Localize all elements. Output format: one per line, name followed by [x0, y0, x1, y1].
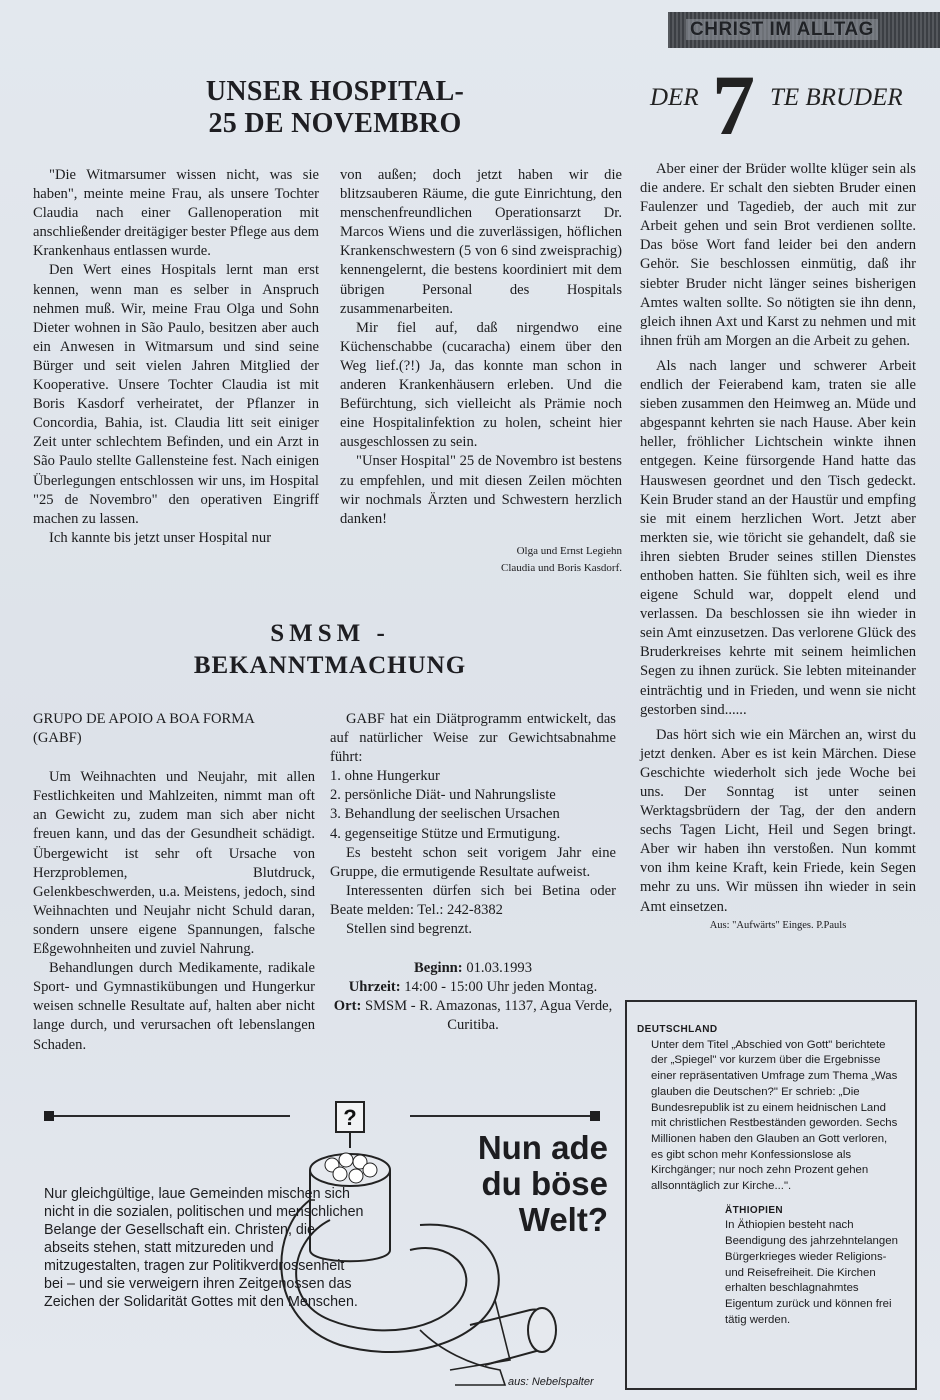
section-tag [668, 12, 940, 48]
signature-line2: Claudia und Boris Kasdorf. [501, 561, 622, 574]
section-tag-label: CHRIST IM ALLTAG [686, 19, 878, 40]
smsm-col1-para: Um Weihnachten und Neujahr, mit allen Festlichkeiten und Mahlzeiten, nimmt man oft an Gewicht zu, zudem man sich aber nicht freuen kann, und das der Gesundheit schädigt. Übergewicht ist sehr oft Ursache von Herzproblemen, Blutdruck, Gelenkbeschwerden, u.a. Meistens, jedoch, sind Weihnachten und Neujahr nicht Schuld daran, sondern unsere eigene Spannungen, falsche Eßgewohnheiten und zuviel Nahrung. [33, 769, 315, 958]
hospital-col2-para: "Unser Hospital" 25 de Novembro ist bestens zu empfehlen, und mit diesen Zeilen möchten wir nochmals Ärzten und Schwestern herzlich danken! [340, 453, 622, 527]
bruder-title [640, 57, 930, 158]
gabf-heading-line2: (GABF) [33, 730, 82, 747]
bruder-title-seven: 7 [712, 57, 755, 153]
gabf-heading-line1: GRUPO DE APOIO A BOA FORMA [33, 711, 255, 727]
divider-left [44, 1115, 290, 1117]
headline-line1: Nun ade [477, 1129, 608, 1166]
bruder-source: Aus: "Aufwärts" Einges. P.Pauls [709, 919, 847, 931]
bruder-column [640, 160, 916, 934]
kicker-aethiopien: ÄTHIOPIEN [725, 1204, 784, 1216]
smsm-column-2 [330, 710, 616, 1036]
beginn-value: 01.03.1993 [466, 960, 532, 977]
signature-line1: Olga und Ernst Legiehn [516, 544, 622, 557]
diet-list-item: 3. Behandlung der seelischen Ursachen [330, 806, 560, 823]
bruder-para: Aber einer der Brüder wollte klüger sein als die andere. Er schalt den siebten Bruder einen Faulenzer und Tagedieb, der auch mit zur Arbeit gehen und sein Brot verdienen sollte. Das böse Wort fand leider bei den andern Gehör. Sie beschlossen einmütig, daß ihr siebter Bruder nicht länger seines bisherigen Amtes walten sollte. So nötigten sie ihn denn, gleich ihnen Axt und Karst zu nehmen und mit ihnen früh am Morgen an die Arbeit zu gehen. [640, 161, 916, 349]
hospital-title [150, 76, 520, 140]
smsm-intro: GABF hat ein Diätprogramm entwickelt, das auf natürlicher Weise zur Gewichtsabnahme führt: [330, 711, 616, 766]
smsm-schedule [330, 959, 616, 1035]
hospital-column-2 [340, 166, 622, 577]
smsm-title-line1: SMSM - [270, 620, 390, 647]
hospital-column-1 [33, 166, 319, 548]
smsm-col2-para: Interessenten dürfen sich bei Betina oder Beate melden: Tel.: 242-8382 [330, 882, 616, 918]
ort-label: Ort: [333, 998, 362, 1015]
cartoon-headline [430, 1130, 608, 1238]
hospital-title-line1: UNSER HOSPITAL- [205, 76, 465, 107]
bruder-para: Das hört sich wie ein Märchen an, wirst du jetzt denken. Aber es ist kein Märchen. Diese Geschichte wiederholt sich jede Woche bei uns. Der Sonntag ist unter seinen Werktagsbrüdern der Tag, der den andern sechs Tagen Licht, Heil und Segen bringt. Aber wir haben ihn verstoßen. Nun kommt von ihm keine Kraft, kein Friede, kein Segen mehr zu uns. Wir müssen ihn wieder in sein Amt einsetzen. [640, 726, 916, 915]
schedule-beginn [330, 959, 616, 978]
hospital-signature [340, 543, 622, 577]
aethiopien-text: In Äthiopien besteht nach Beendigung des jahrzehntelangen Bürgerkrieges wieder Religions- und Reisefreiheit. Die Kirchen erhalten beschlagnahmtes Eigentum zurück und können frei tätig werden. [725, 1219, 898, 1326]
smsm-column-1 [33, 710, 315, 1055]
smsm-title [180, 618, 480, 682]
headline-line2: du böse [481, 1165, 608, 1202]
kicker-deutschland: DEUTSCHLAND [637, 1024, 718, 1035]
gabf-heading [33, 710, 315, 748]
beginn-label: Beginn: [414, 960, 463, 977]
cartoon-credit: aus: Nebelspalter [508, 1376, 594, 1388]
deutschland-text: Unter dem Titel „Abschied von Gott" berichtete der „Spiegel" vor kurzem über die Ergebnisse einer repräsentativen Umfrage zum Thema „Was glauben die Deutschen?" Er schrieb: „Die Bundesrepublik ist zu einem heidnischen Land mit christlichen Restbeständen geworden. Sechs Millionen haben den Glauben an Gott verloren, es gibt schon mehr Konfessionslose als Kirchgänger; nur noch zehn Prozent gehen allsonntäglich zur Kirche...". [651, 1038, 898, 1193]
diet-list-item: 1. ohne Hungerkur [330, 768, 440, 785]
smsm-col1-para: Behandlungen durch Medikamente, radikale Sport- und Gymnastikübungen und Hungerkur weisen schnelle Resultate auf, halten aber nicht lange durch, und verursachen oft lebenslangen Schaden. [33, 960, 315, 1053]
hospital-col2-para: Mir fiel auf, daß nirgendwo eine Küchenschabbe (cucaracha) einem über den Weg lief.(?!) Ja, das konnte man schon in anderen Krankenhäusern erleben. Und die Befürchtung, sich vielleicht als Prämie noch eine Hospitalinfektion zu holen, scheint hier ausgeschlossen zu sein. [340, 319, 622, 451]
headline-line3: Welt? [518, 1201, 608, 1238]
bruder-title-der: DER [650, 84, 699, 111]
diet-list [330, 767, 616, 843]
hospital-col1-para: Den Wert eines Hospitals lernt man erst kennen, wenn man es selber in Anspruch nehmen muß. Wir, meine Frau Olga und Sohn Dieter wohnen in São Paulo, besitzen aber auch ein Anwesen in Witmarsum und sind seine Bürger und seit vielen Jahren Mitglied der Kooperative. Unsere Tochter Claudia ist mit Boris Kasdorf verheiratet, der Pflanzer in Concordia, Bahia, ist. Claudia litt seit einiger Zeit unter schlechtem Befinden, und ein Arzt in São Paulo stellte Gallensteine fest. Nach einigen Überlegungen entschlossen wir uns, im Hospital "25 de Novembro" den operativen Eingriff machen zu lassen. [33, 262, 319, 527]
diet-list-item: 2. persönliche Diät- und Nahrungsliste [330, 787, 556, 804]
smsm-title-line2: BEKANNTMACHUNG [193, 652, 467, 679]
schedule-ort [330, 997, 616, 1035]
news-box-content [637, 1022, 899, 1328]
hospital-col2-para: von außen; doch jetzt haben wir die blitzsauberen Räume, die gute Einrichtung, den menschenfreundlichen Operationsarzt Dr. Marcos Wiens und die zuverlässigen, höflichen Krankenschwestern (5 von 6 sind zweisprachig) kennengelernt, die bestens koordiniert mit dem übrigen Personal des Hospitals zusammenarbeiten. [340, 167, 622, 317]
smsm-col2-para: Es besteht schon seit vorigem Jahr eine Gruppe, die ermutigende Resultate aufweist. [330, 844, 616, 880]
uhrzeit-value: 14:00 - 15:00 Uhr jeden Montag. [404, 979, 598, 996]
question-sign: ? [343, 1105, 357, 1130]
news-box [625, 1000, 917, 1390]
smsm-col2-para: Stellen sind begrenzt. [346, 921, 473, 938]
hospital-col1-para: "Die Witmarsumer wissen nicht, was sie haben", meinte meine Frau, als unsere Tochter Claudia nach einer Gallenoperation mit anschließender dreitägiger bester Pflege aus dem Krankenhaus entlassen wurde. [33, 167, 319, 260]
ort-value: SMSM - R. Amazonas, 1137, Agua Verde, Curitiba. [364, 998, 613, 1034]
bruder-title-te-bruder: TE BRUDER [770, 84, 903, 111]
divider-square [44, 1111, 54, 1121]
cartoon-caption: Nur gleichgültige, laue Gemeinden mischen sich nicht in die sozialen, politischen und menschlichen Belange der Gesellschaft ein. Christen, die abseits stehen, statt mitzureden und mitzugestalten, tragen zur Politikverdrossenheit bei – und sie verweigern ihren Zeitgenossen das Zeichen der Solidarität Gottes mit den Menschen. [44, 1186, 364, 1310]
schedule-uhrzeit [330, 978, 616, 997]
hospital-title-line2: 25 DE NOVEMBRO [208, 108, 462, 139]
bruder-para: Als nach langer und schwerer Arbeit endlich der Feierabend kam, traten sie alle sieben zusammen den Heimweg an. Müde und abgespannt kehrten sie nach Hause. Aber kein heller, fröhlicher Lichtschein winkte ihnen entgegen. Keine fürsorgende Hand hatte das Hauswesen geordnet und den Tisch gedeckt. Kein Bruder stand an der Haustür und empfing sie mit einem herzlichen Wort. Jetzt aber merkten sie, wie töricht sie gehandelt, daß sie ihren siebten Bruder seines stillen Dienstes enthoben hatten. Sie fühlten sich, weil es ihre eigene Schuld war, doppelt elend und verlassen. Da beschlossen sie ihn wieder in sein Amt einzusetzen. Das verlorene Glück des Bruderkreises kehrte mit seinem heimlichen Segen zu ihnen zurück. Sie lebten miteinander einträchtig und in Frieden, und wenn sie nicht gestorben sind...... [640, 357, 916, 718]
diet-list-item: 4. gegenseitige Stütze und Ermutigung. [330, 825, 561, 842]
uhrzeit-label: Uhrzeit: [348, 979, 401, 996]
hospital-col1-para: Ich kannte bis jetzt unser Hospital nur [49, 529, 272, 546]
